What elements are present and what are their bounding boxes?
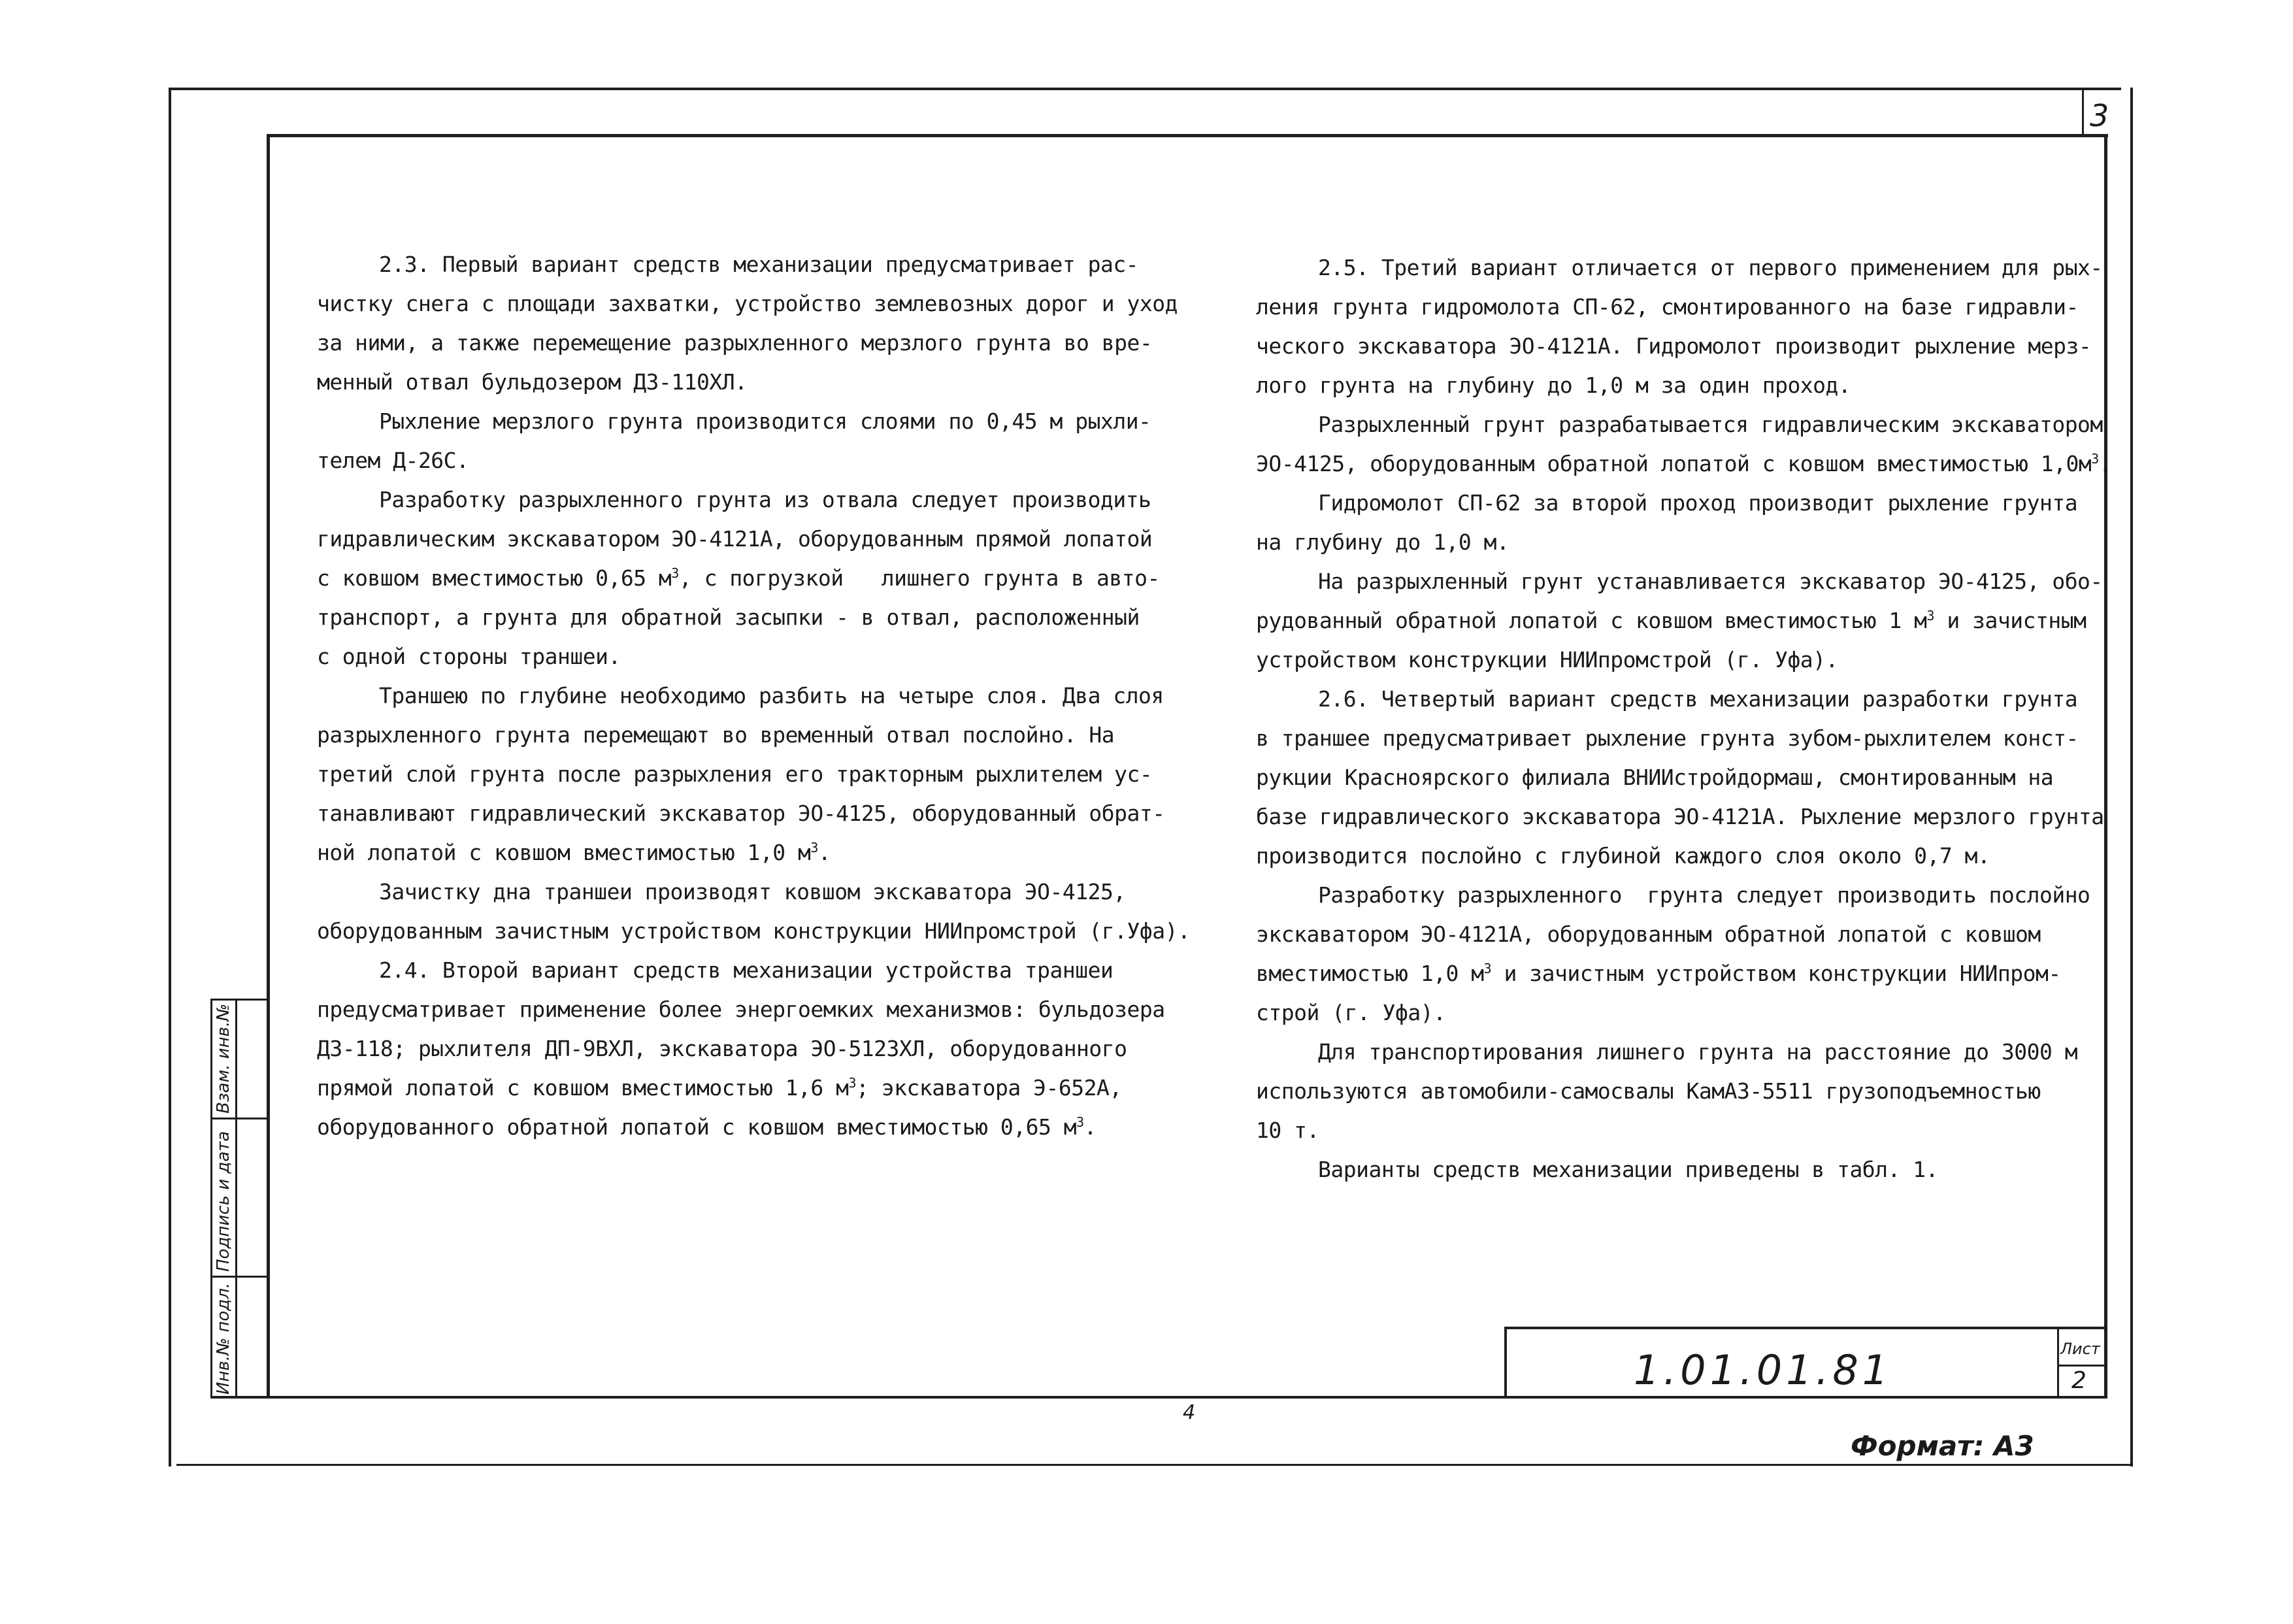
text-line: производится послойно с глубиной каждого слоя около 0,7 м. (1256, 843, 1990, 869)
paragraph (1256, 484, 2111, 562)
superscript: 3 (1076, 1114, 1084, 1130)
text-line: 2.5. Третий вариант отличается от первого применением для рых- (1318, 255, 2103, 280)
title-block-left (1504, 1327, 1507, 1397)
stamp-divider (235, 999, 237, 1399)
paragraph (317, 402, 1190, 480)
sheet-cell-mid (2057, 1365, 2105, 1367)
outer-border-top (169, 88, 2121, 90)
text-line: строй (г. Уфа). (1256, 1000, 1446, 1025)
paragraph (1256, 876, 2111, 1033)
superscript: 3 (1483, 961, 1492, 976)
paragraph-2-3 (317, 245, 1190, 402)
sheet-number: 2 (2071, 1367, 2087, 1394)
text-line: , с погрузкой лишнего грунта в авто- (678, 565, 1160, 591)
paragraph (1256, 1033, 2111, 1150)
text-line: транспорт, а грунта для обратной засыпки - в отвал, расположенный (317, 605, 1140, 630)
text-line: рукции Красноярского филиала ВНИИстройдормаш, смонтированным на (1256, 765, 2054, 790)
text-line: 2.6. Четвертый вариант средств механизации разработки грунта (1318, 686, 2078, 712)
text-line: Разрыхленный грунт разрабатывается гидравлическим экскаватором (1318, 412, 2103, 437)
sheet-cell-left (2057, 1327, 2059, 1397)
text-line: базе гидравлического экскаватора ЭО-4121А. Рыхление мерзлого грунта (1256, 804, 2104, 829)
text-line: Варианты средств механизации приведены в табл. 1. (1318, 1157, 1939, 1182)
page-number-top: 3 (2090, 98, 2109, 133)
paragraph (317, 872, 1190, 951)
page-number-bottom: 4 (1183, 1401, 1196, 1424)
text-line: Разработку разрыхленного грунта следует производить послойно (1318, 882, 2090, 908)
text-line: Для транспортирования лишнего грунта на расстояние до 3000 м (1318, 1039, 2078, 1065)
text-line: и зачистным устройством конструкции НИИпром- (1491, 961, 2061, 986)
paragraph (1256, 1150, 2111, 1189)
text-line: на глубину до 1,0 м. (1256, 529, 1509, 555)
outer-border-right (2130, 88, 2133, 1467)
text-line: ческого экскаватора ЭО-4121А. Гидромолот производит рыхление мерз- (1256, 333, 2092, 359)
superscript: 3 (848, 1075, 856, 1091)
stamp-left-edge (210, 999, 212, 1399)
left-text-column (317, 245, 1190, 1147)
stamp-row2 (210, 1276, 269, 1278)
frame-bottom (210, 1396, 2107, 1399)
sheet-label: Лист (2060, 1340, 2100, 1358)
text-line: гидравлическим экскаватором ЭО-4121А, оборудованным прямой лопатой (317, 526, 1153, 552)
stamp-inv-podl: Инв.№ подл. (214, 1282, 233, 1395)
text-line: с ковшом вместимостью 0,65 м (317, 565, 672, 591)
text-line: Гидромолот СП-62 за второй проход производит рыхление грунта (1318, 490, 2078, 516)
frame-left (267, 134, 270, 1399)
stamp-row1 (210, 1118, 269, 1119)
paragraph (317, 480, 1190, 676)
text-line: разрыхленного грунта перемещают во временный отвал послойно. На (317, 722, 1115, 748)
doc-code: 1.01.01.81 (1634, 1346, 1892, 1394)
page-box-left (2082, 88, 2084, 137)
text-line: лого грунта на глубину до 1,0 м за один проход. (1256, 373, 1851, 398)
paragraph (317, 676, 1190, 872)
text-line: менный отвал бульдозером ДЗ-110ХЛ. (317, 369, 748, 395)
right-text-column (1256, 248, 2111, 1189)
text-line: прямой лопатой с ковшом вместимостью 1,6 м (317, 1075, 849, 1101)
text-line: ДЗ-118; рыхлителя ДП-9ВХЛ, экскаватора ЭО-5123ХЛ, оборудованного (317, 1036, 1127, 1061)
text-line: рудованный обратной лопатой с ковшом вместимостью 1 м (1256, 608, 1927, 633)
format-label: Формат: А3 (1851, 1430, 2034, 1462)
paragraph (1256, 405, 2111, 484)
text-line: устройством конструкции НИИпромстрой (г. Уфа). (1256, 647, 1838, 672)
text-line: ; экскаватора Э-652А, (856, 1075, 1122, 1101)
paragraph-2-6 (1256, 680, 2111, 876)
text-line: экскаватором ЭО-4121А, оборудованным обратной лопатой с ковшом (1256, 921, 2041, 947)
text-line: Рыхление мерзлого грунта производится слоями по 0,45 м рыхли- (379, 408, 1151, 434)
text-line: ЭО-4125, оборудованным обратной лопатой с ковшом вместимостью 1,0м (1256, 451, 2092, 476)
paragraph (1256, 562, 2111, 680)
superscript: 3 (1926, 608, 1935, 623)
text-line: танавливают гидравлический экскаватор ЭО-4125, оборудованный обрат- (317, 801, 1165, 826)
frame-top (267, 134, 2108, 137)
text-line: ления грунта гидромолота СП-62, смонтированного на базе гидравли- (1256, 294, 2079, 320)
text-line: . (817, 840, 831, 865)
text-line: оборудованным зачистным устройством конструкции НИИпромстрой (г.Уфа). (317, 918, 1191, 944)
outer-border-bottom (176, 1464, 2133, 1466)
paragraph-2-4 (317, 951, 1190, 1147)
outer-border-left (169, 88, 171, 1467)
text-line: вместимостью 1,0 м (1256, 961, 1484, 986)
text-line: оборудованного обратной лопатой с ковшом вместимостью 0,65 м (317, 1114, 1077, 1140)
paragraph-2-5 (1256, 248, 2111, 405)
superscript: 3 (2091, 451, 2099, 467)
text-line: . (1083, 1114, 1097, 1140)
text-line: 10 т. (1256, 1118, 1319, 1143)
text-line: Траншею по глубине необходимо разбить на четыре слоя. Два слоя (379, 683, 1164, 708)
stamp-top (210, 999, 269, 1001)
text-line: На разрыхленный грунт устанавливается экскаватор ЭО-4125, обо- (1318, 569, 2103, 594)
text-line: предусматривает применение более энергоемких механизмов: бульдозера (317, 997, 1165, 1022)
text-line: Зачистку дна траншеи производят ковшом экскаватора ЭО-4125, (379, 879, 1126, 904)
superscript: 3 (671, 565, 679, 581)
text-line: телем Д-26С. (317, 448, 469, 473)
text-line: третий слой грунта после разрыхления его тракторным рыхлителем ус- (317, 761, 1153, 787)
text-line: 2.3. Первый вариант средств механизации предусматривает рас- (379, 252, 1139, 277)
stamp-vzam: Взам. инв.№ (214, 1003, 233, 1114)
text-line: и зачистным (1934, 608, 2087, 633)
text-line: 2.4. Второй вариант средств механизации устройства траншеи (379, 957, 1114, 983)
text-line: с одной стороны траншеи. (317, 644, 621, 669)
superscript: 3 (810, 840, 818, 855)
stamp-podpis: Подпись и дата (214, 1131, 233, 1272)
text-line: за ними, а также перемещение разрыхленного мерзлого грунта во вре- (317, 330, 1153, 356)
title-block-top (1504, 1327, 2105, 1329)
text-line: . (2098, 451, 2112, 476)
text-line: чистку снега с площади захватки, устройство землевозных дорог и уход (317, 291, 1178, 316)
text-line: в траншее предусматривает рыхление грунта зубом-рыхлителем конст- (1256, 725, 2079, 751)
text-line: Разработку разрыхленного грунта из отвала следует производить (379, 487, 1151, 512)
text-line: используются автомобили-самосвалы КамАЗ-5511 грузоподъемностью (1256, 1078, 2041, 1104)
text-line: ной лопатой с ковшом вместимостью 1,0 м (317, 840, 811, 865)
